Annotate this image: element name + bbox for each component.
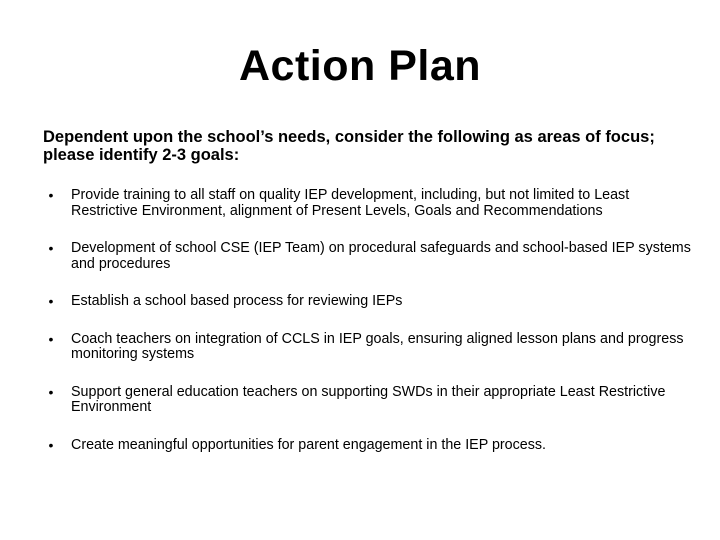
goal-text: Development of school CSE (IEP Team) on procedural safeguards and school-based IEP systems and procedures [71,240,691,272]
goals-list [43,188,693,453]
bullet-icon: • [48,436,54,453]
goal-item [43,385,693,416]
goal-text: Create meaningful opportunities for parent engagement in the IEP process. [71,436,547,453]
goal-text: Provide training to all staff on quality IEP development, including, but not limited to Least Restrictive Environment, alignment of Present Levels, Goals and Recommendations [71,187,630,219]
goal-item [43,241,693,272]
bullet-icon: • [48,330,54,347]
goal-item [43,332,693,363]
intro-text: Dependent upon the school’s needs, consider the following as areas of focus; please identify 2-3 goals: [43,128,655,164]
bullet-icon: • [48,240,54,256]
goal-text: Establish a school based process for reviewing IEPs [71,293,403,309]
goal-item [43,294,693,310]
goal-item [43,188,693,219]
goal-text: Coach teachers on integration of CCLS in IEP goals, ensuring aligned lesson plans and progress monitoring systems [71,330,684,362]
bullet-icon: • [48,187,54,203]
goal-item [43,438,693,454]
bullet-icon: • [48,383,54,400]
slide-title: Action Plan [238,42,482,90]
goal-text: Support general education teachers on supporting SWDs in their appropriate Least Restrictive Environment [71,383,666,415]
bullet-icon: • [48,293,54,309]
